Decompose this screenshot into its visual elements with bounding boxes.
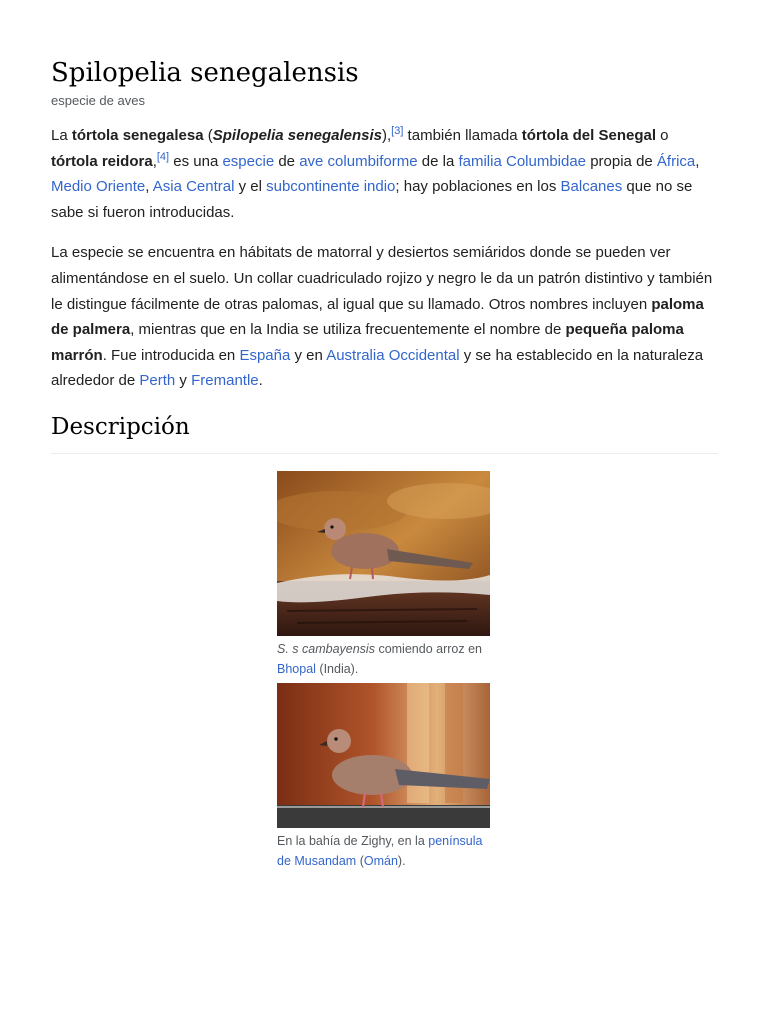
figure-caption-oman: [277, 832, 491, 871]
text: y se ha establecido en la naturaleza alrededor de: [51, 346, 704, 390]
bold-term: tórtola del Senegal: [521, 127, 656, 144]
page-subtitle: especie de aves: [51, 93, 145, 108]
dove-on-ledge-image: [277, 683, 490, 828]
text: ; hay poblaciones en los: [395, 178, 561, 196]
figure-caption-bhopal: [277, 640, 491, 679]
figure-dove-bhopal: [277, 471, 491, 679]
text: (: [203, 127, 213, 144]
page-title: Spilopelia senegalensis: [51, 58, 359, 88]
link-subcontinente-indio[interactable]: subcontinente indio: [266, 178, 396, 196]
link-familia-columbidae[interactable]: familia Columbidae: [458, 152, 587, 170]
text: La especie se encuentra en hábitats de matorral y desiertos semiáridos donde se pueden ver alimentándose en el suelo. Un collar cuadriculado rojizo y negro le da un patrón distintivo y también le distingue fácilmente de otras palomas, al igual que su llamado. Otros nombres incluyen: [51, 244, 713, 313]
text: La: [51, 127, 72, 144]
link-africa[interactable]: África: [656, 152, 696, 170]
link-ave-columbiforme[interactable]: ave columbiforme: [299, 152, 418, 170]
caption-italic: S. s cambayensis: [277, 642, 375, 656]
link-oman[interactable]: Omán: [363, 853, 398, 868]
text: y: [175, 372, 192, 390]
bold-term: tórtola reidora: [51, 152, 153, 170]
dove-photo-bhopal[interactable]: [277, 471, 490, 636]
text: . Fue introducida en: [102, 346, 240, 364]
reference-3-link[interactable]: [3]: [391, 125, 404, 137]
link-medio-oriente[interactable]: Medio Oriente: [51, 178, 146, 196]
text: propia de: [586, 152, 657, 170]
text: ,: [695, 152, 700, 170]
link-fremantle[interactable]: Fremantle: [191, 372, 259, 390]
link-balcanes[interactable]: Balcanes: [560, 178, 623, 196]
figure-dove-oman: [277, 683, 491, 871]
dove-on-log-image: [277, 471, 490, 636]
text: En la bahía de Zighy, en la: [277, 834, 429, 848]
intro-paragraph: [51, 123, 718, 225]
section-heading-descripcion: Descripción: [51, 409, 718, 454]
text: de: [274, 152, 300, 170]
text: , mientras que en la India se utiliza frecuentemente el nombre de: [130, 321, 566, 339]
text: también llamada: [403, 127, 522, 144]
text: (India).: [315, 661, 359, 676]
text: y en: [290, 346, 327, 364]
text: o: [656, 127, 669, 144]
scientific-name: [213, 127, 382, 144]
text: .: [258, 372, 263, 390]
text: de la: [417, 152, 459, 170]
link-perth[interactable]: Perth: [139, 372, 176, 390]
text: comiendo arroz en: [374, 642, 482, 656]
link-australia-occidental[interactable]: Australia Occidental: [326, 346, 460, 364]
habitat-paragraph: [51, 240, 718, 394]
text: ,: [152, 152, 157, 170]
text: ).: [397, 853, 406, 868]
scientific-name-italic: Spilopelia senegalensis: [212, 127, 382, 144]
figure-column: [277, 471, 491, 875]
reference-4-link[interactable]: [4]: [156, 150, 170, 163]
dove-photo-oman[interactable]: [277, 683, 490, 828]
link-asia-central[interactable]: Asia Central: [152, 178, 235, 196]
link-especie[interactable]: especie: [222, 152, 275, 170]
link-peninsula-de-musandam[interactable]: península de Musandam: [277, 834, 483, 868]
text: ),: [381, 127, 392, 144]
text: que no se sabe si fueron introducidas.: [51, 178, 693, 221]
link-espana[interactable]: España: [239, 346, 291, 364]
text: ,: [145, 178, 153, 196]
bold-term: pequeña paloma marrón: [51, 321, 684, 364]
text: es una: [169, 152, 223, 170]
bold-term: tórtola senegalesa: [71, 127, 204, 144]
text: y el: [234, 178, 267, 196]
link-bhopal[interactable]: Bhopal: [277, 661, 316, 676]
text: (: [356, 853, 364, 868]
bold-term: paloma de palmera: [51, 295, 704, 339]
article-content: [51, 54, 718, 454]
